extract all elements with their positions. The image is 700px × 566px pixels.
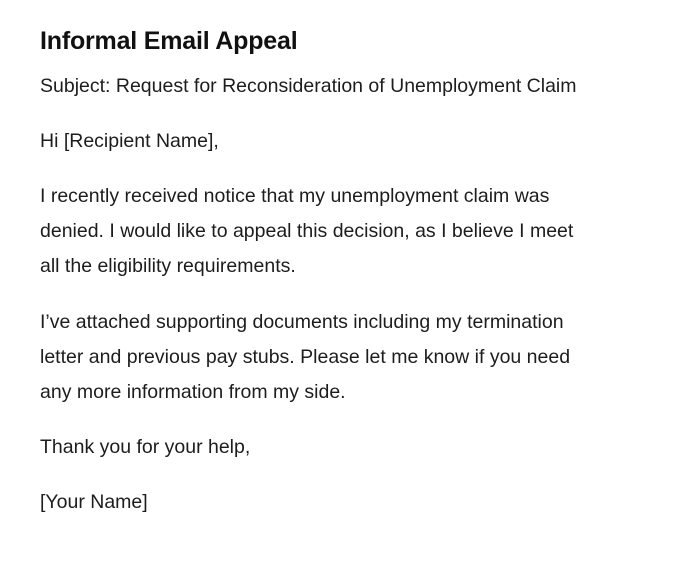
- email-subject-line: Subject: Request for Reconsideration of Unemployment Claim: [40, 75, 577, 97]
- paragraph-2-line-3: any more information from my side.: [40, 381, 346, 403]
- email-template-document: [40, 22, 670, 520]
- paragraph-1-line-3: all the eligibility requirements.: [40, 255, 296, 277]
- email-closing: Thank you for your help,: [40, 436, 251, 458]
- paragraph-1-line-1: I recently received notice that my unemployment claim was: [40, 185, 550, 207]
- email-body-paragraph-1: [40, 179, 670, 284]
- email-signature: [Your Name]: [40, 491, 148, 513]
- paragraph-2-line-2: letter and previous pay stubs. Please let me know if you need: [40, 346, 571, 368]
- paragraph-1-line-2: denied. I would like to appeal this decision, as I believe I meet: [40, 220, 574, 242]
- email-body-paragraph-2: [40, 305, 670, 410]
- email-greeting: Hi [Recipient Name],: [40, 130, 219, 152]
- paragraph-2-line-1: I’ve attached supporting documents including my termination: [40, 311, 564, 333]
- document-title: Informal Email Appeal: [40, 27, 298, 55]
